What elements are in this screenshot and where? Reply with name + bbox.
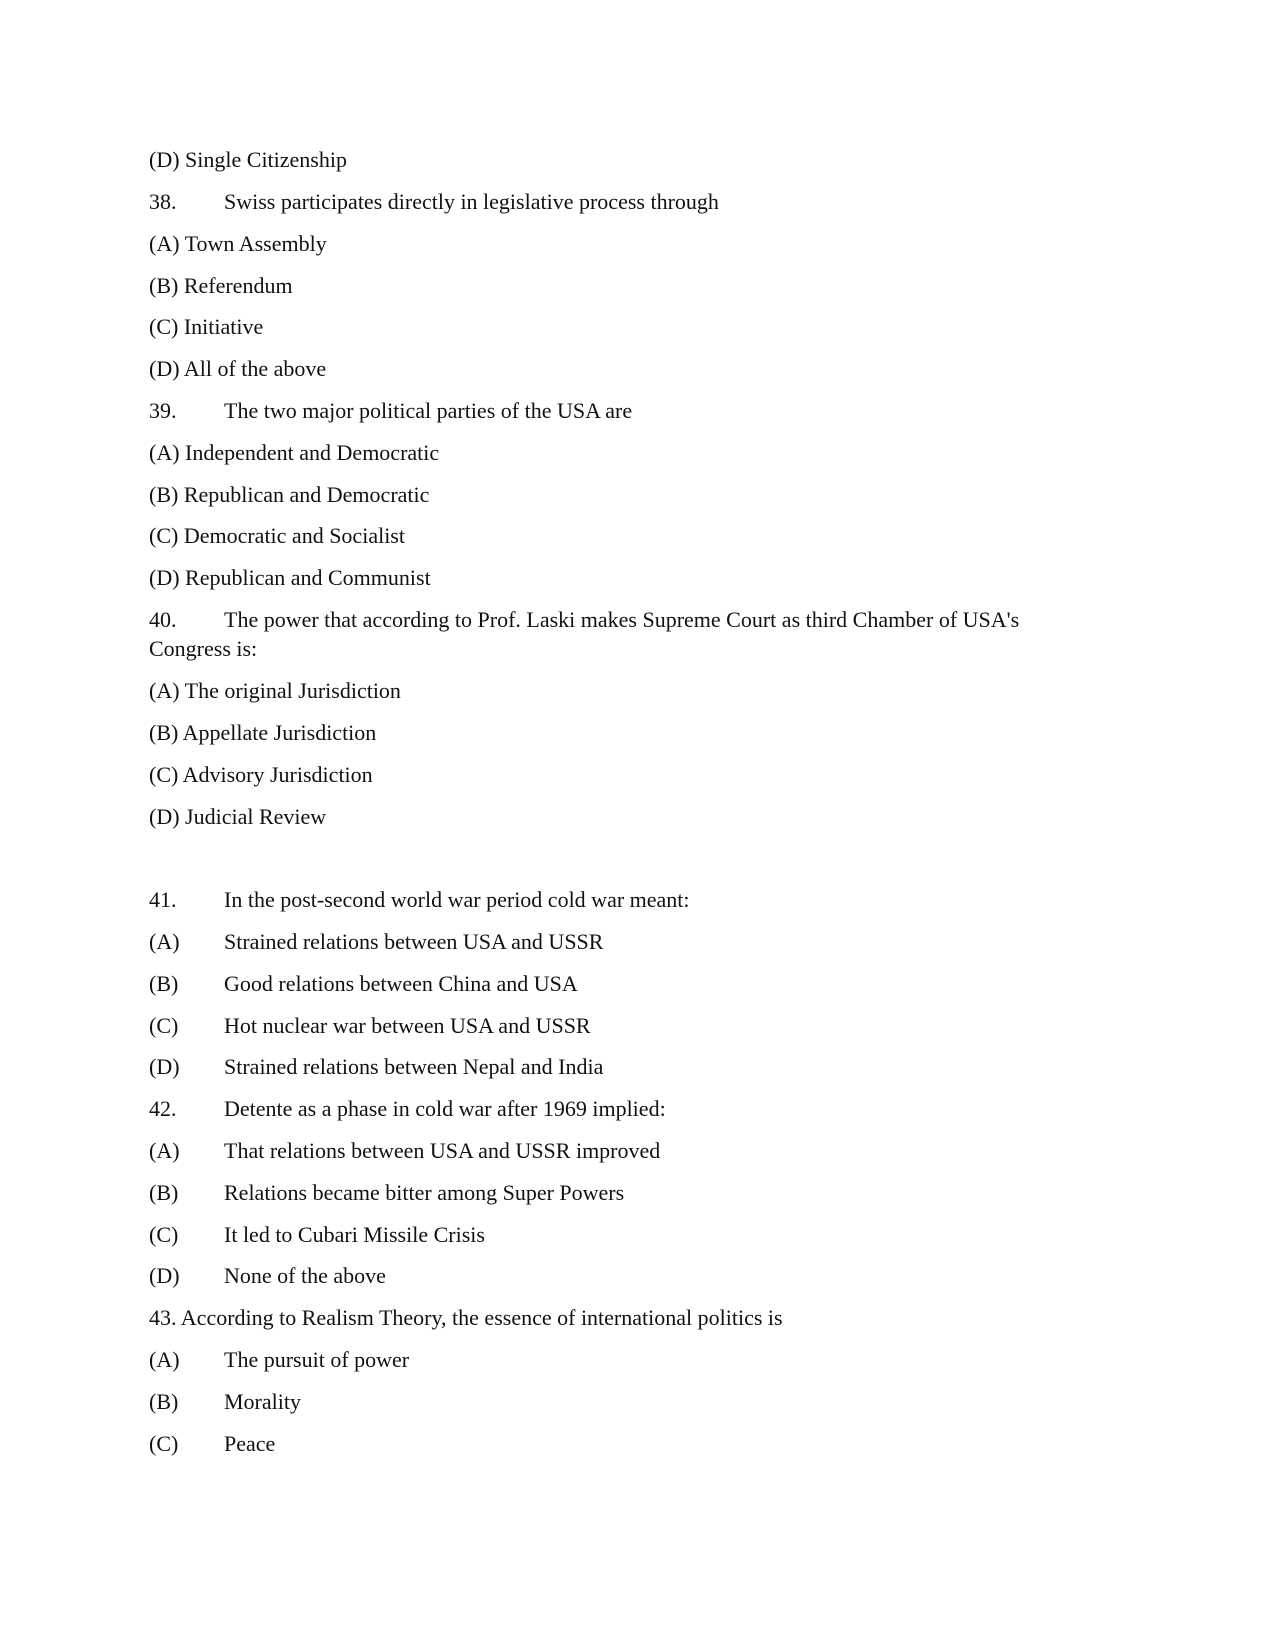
q38-option-a: (A) Town Assembly bbox=[149, 231, 327, 256]
q41-option-c bbox=[149, 1012, 591, 1040]
option-label: (B) bbox=[149, 971, 179, 996]
option-label: (C) bbox=[149, 1222, 179, 1247]
option-label: (C) bbox=[149, 1013, 179, 1038]
option-text: None of the above bbox=[224, 1263, 386, 1288]
q43-option-c bbox=[149, 1430, 275, 1458]
q42-option-c bbox=[149, 1221, 485, 1249]
option-text: Strained relations between Nepal and India bbox=[224, 1054, 604, 1079]
question-number: 41. bbox=[149, 887, 177, 912]
option-text: That relations between USA and USSR improved bbox=[224, 1138, 661, 1163]
option-label: (C) bbox=[149, 1431, 179, 1456]
q38-question bbox=[149, 188, 719, 216]
option-text: The pursuit of power bbox=[224, 1347, 410, 1372]
option-text: Hot nuclear war between USA and USSR bbox=[224, 1013, 591, 1038]
q43-question: 43. According to Realism Theory, the essence of international politics is bbox=[149, 1305, 783, 1330]
q43-option-a bbox=[149, 1346, 409, 1374]
q38-option-b: (B) Referendum bbox=[149, 273, 293, 298]
option-label: (D) bbox=[149, 1054, 180, 1079]
option-label: (D) bbox=[149, 1263, 180, 1288]
question-text: Detente as a phase in cold war after 1969 implied: bbox=[224, 1096, 666, 1121]
option-text: Strained relations between USA and USSR bbox=[224, 929, 604, 954]
option-label: (A) bbox=[149, 1347, 180, 1372]
q39-question bbox=[149, 397, 632, 425]
q42-option-a bbox=[149, 1137, 660, 1165]
q41-question bbox=[149, 886, 690, 914]
q40-question bbox=[149, 606, 1019, 634]
question-text: In the post-second world war period cold war meant: bbox=[224, 887, 690, 912]
q39-option-d: (D) Republican and Communist bbox=[149, 565, 431, 590]
option-text: Good relations between China and USA bbox=[224, 971, 578, 996]
question-text: Swiss participates directly in legislative process through bbox=[224, 189, 719, 214]
q40-option-c: (C) Advisory Jurisdiction bbox=[149, 762, 373, 787]
option-text: Peace bbox=[224, 1431, 276, 1456]
q42-option-b bbox=[149, 1179, 624, 1207]
q40-option-b: (B) Appellate Jurisdiction bbox=[149, 720, 377, 745]
option-label: (A) bbox=[149, 1138, 180, 1163]
q42-option-d bbox=[149, 1262, 386, 1290]
q39-option-c: (C) Democratic and Socialist bbox=[149, 523, 405, 548]
q40-question-continued: Congress is: bbox=[149, 636, 258, 661]
question-number: 39. bbox=[149, 398, 177, 423]
q37-option-d: (D) Single Citizenship bbox=[149, 147, 347, 172]
q41-option-b bbox=[149, 970, 578, 998]
q41-option-d bbox=[149, 1053, 603, 1081]
option-label: (B) bbox=[149, 1180, 179, 1205]
option-label: (A) bbox=[149, 929, 180, 954]
q39-option-a: (A) Independent and Democratic bbox=[149, 440, 440, 465]
q40-option-d: (D) Judicial Review bbox=[149, 804, 327, 829]
question-number: 38. bbox=[149, 189, 177, 214]
question-text: The two major political parties of the USA are bbox=[224, 398, 633, 423]
option-text: Morality bbox=[224, 1389, 301, 1414]
question-number: 42. bbox=[149, 1096, 177, 1121]
question-number: 40. bbox=[149, 607, 177, 632]
q42-question bbox=[149, 1095, 666, 1123]
q38-option-c: (C) Initiative bbox=[149, 314, 264, 339]
q41-option-a bbox=[149, 928, 603, 956]
q39-option-b: (B) Republican and Democratic bbox=[149, 482, 430, 507]
q43-option-b bbox=[149, 1388, 301, 1416]
option-text: It led to Cubari Missile Crisis bbox=[224, 1222, 485, 1247]
q40-option-a: (A) The original Jurisdiction bbox=[149, 678, 401, 703]
question-text: The power that according to Prof. Laski makes Supreme Court as third Chamber of USA's bbox=[224, 607, 1020, 632]
option-text: Relations became bitter among Super Powers bbox=[224, 1180, 625, 1205]
option-label: (B) bbox=[149, 1389, 179, 1414]
q38-option-d: (D) All of the above bbox=[149, 356, 327, 381]
